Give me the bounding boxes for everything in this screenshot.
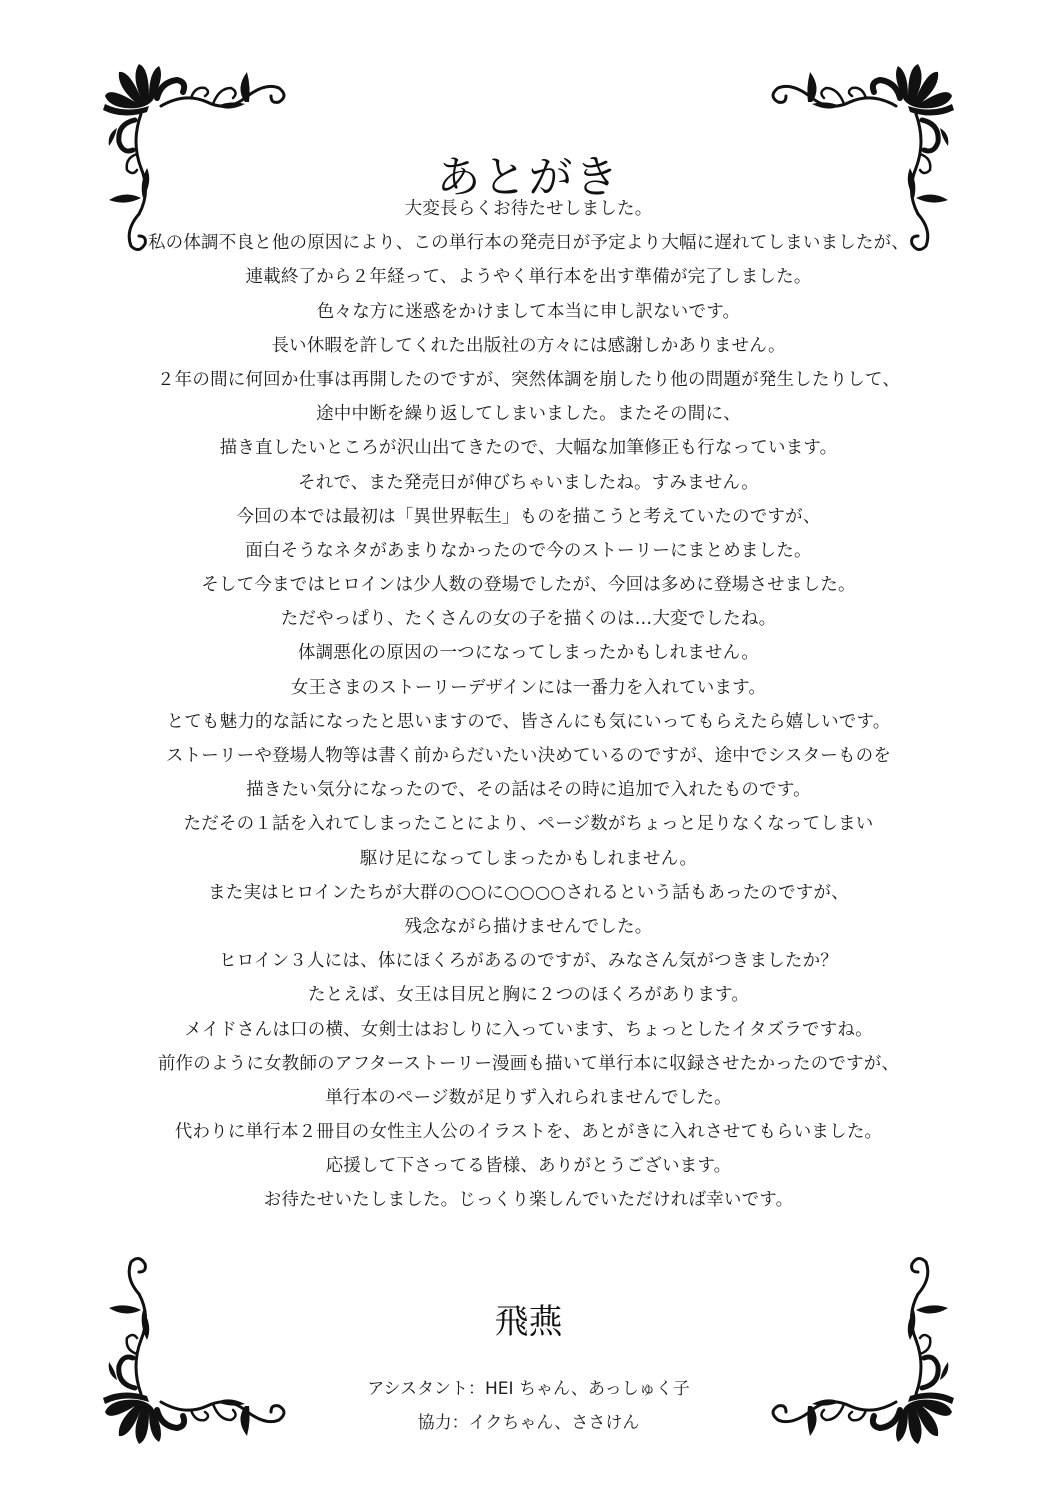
- body-line: 途中中断を繰り返してしまいました。またその間に、: [316, 404, 741, 425]
- page-title: あとがき: [436, 152, 621, 204]
- body-line: そして今まではヒロインは少人数の登場でしたが、今回は多めに登場させました。: [201, 575, 856, 596]
- body-line: 応援して下さってる皆様、ありがとうございます。: [325, 1156, 732, 1177]
- body-line: 体調悪化の原因の一つになってしまったかもしれません。: [297, 643, 760, 664]
- body-line: たとえば、女王は目尻と胸に２つのほくろがあります。: [307, 985, 750, 1006]
- credit-assistants: アシスタント：HEI ちゃん、あっしゅく子: [367, 1379, 690, 1399]
- body-line: ただその１話を入れてしまったことにより、ページ数がちょっと足りなくなってしまい: [183, 814, 874, 835]
- body-line: 私の体調不良と他の原因により、この単行本の発売日が予定より大幅に遅れてしまいましたが、: [147, 233, 910, 254]
- body-line: ２年の間に何回か仕事は再開したのですが、突然体調を崩したり他の問題が発生したりして、: [156, 369, 901, 390]
- body-line: お待たせいたしました。じっくり楽しんでいただければ幸いです。: [263, 1190, 794, 1211]
- body-line: 単行本のページ数が足りず入れられませんでした。: [325, 1087, 732, 1108]
- body-line: 前作のように女教師のアフターストーリー漫画も描いて単行本に収録させたかったのですが、: [157, 1053, 900, 1074]
- body-line: ヒロイン３人には、体にほくろがあるのですが、みなさん気がつきましたか？: [219, 951, 838, 972]
- body-line: 駆け足になってしまったかもしれません。: [359, 848, 698, 869]
- body-line: とても魅力的な話になったと思いますので、皆さんにも気にいってもらえたら嬉しいです。: [166, 711, 891, 732]
- body-line: 残念ながら描けませんでした。: [404, 916, 653, 937]
- body-line: 大変長らくお待たせしました。: [404, 199, 653, 219]
- body-line: ストーリーや登場人物等は書く前からだいたい決めているのですが、途中でシスターものを: [165, 746, 892, 766]
- afterword-body: [0, 192, 1057, 1218]
- body-line: メイドさんは口の横、女剣士はおしりに入っています、ちょっとしたイタズラですね。: [184, 1019, 873, 1040]
- body-line: 色々な方に迷惑をかけまして本当に申し訳ないです。: [316, 301, 741, 322]
- body-line: 連載終了から２年経って、ようやく単行本を出す準備が完了しました。: [245, 267, 812, 288]
- body-line: ただやっぱり、たくさんの女の子を描くのは…大変でしたね。: [280, 609, 777, 630]
- body-line: 長い休暇を許してくれた出版社の方々には感謝しかありません。: [271, 335, 786, 356]
- body-line: 描きたい気分になったので、その話はその時に追加で入れたものです。: [246, 780, 811, 801]
- credits: [0, 1372, 1057, 1440]
- body-line: 今回の本では最初は「異世界転生」ものを描こうと考えていたのですが、: [236, 506, 821, 527]
- body-line: また実はヒロインたちが大群の○○に○○○○されるという話もあったのですが、: [208, 882, 849, 903]
- body-line: それで、また発売日が伸びちゃいましたね。すみません。: [298, 472, 759, 493]
- author-signature: 飛燕: [494, 1302, 563, 1342]
- body-line: 代わりに単行本２冊目の女性主人公のイラストを、あとがきに入れさせてもらいました。: [174, 1122, 883, 1143]
- body-line: 女王さまのストーリーデザインには一番力を入れています。: [290, 677, 767, 698]
- body-line: 面白そうなネタがあまりなかったので今のストーリーにまとめました。: [245, 540, 812, 561]
- credit-cooperation: 協力：イクちゃん、ささけん: [417, 1413, 640, 1433]
- body-line: 描き直したいところが沢山出てきたので、大幅な加筆修正も行なっています。: [219, 438, 838, 459]
